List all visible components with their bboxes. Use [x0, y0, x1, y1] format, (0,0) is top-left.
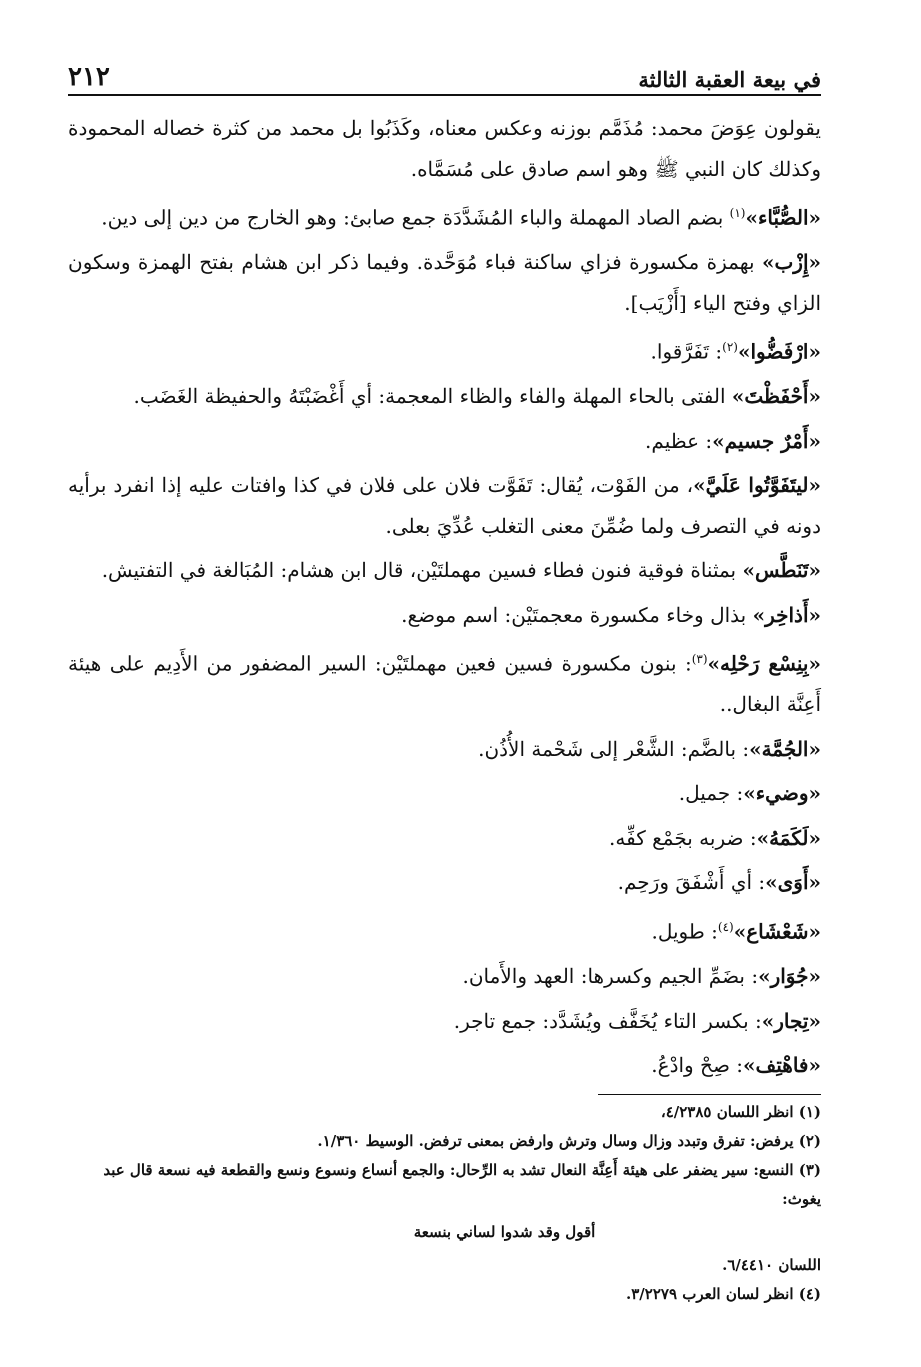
- glossary-entry: [68, 1001, 821, 1042]
- entry-definition: بضم الصاد المهملة والباء المُشَدَّدَة جمع صابئ: وهو الخارج من دين إلى دين.: [101, 205, 730, 230]
- entry-term: «الجُمَّة»: [749, 736, 821, 761]
- entry-definition: : ضربه بجَمْع كفِّه.: [609, 825, 757, 850]
- entry-term: «لَكَمَهُ»: [756, 825, 821, 850]
- footnote-ref: (٢): [722, 340, 738, 355]
- glossary-entry: [68, 773, 821, 814]
- paragraph-intro: يقولون عِوَضَ محمد: مُذَمَّم بوزنه وعكس معناه، وكَذَبُوا بل محمد من كثرة خصاله المحمودة وكذلك كان النبي ﷺ وهو اسم صادق على مُسَمَّاه.: [68, 116, 821, 181]
- entry-definition: الفتى بالحاء المهلة والفاء والظاء المعجمة: أي أَغْضَبْتَهُ والحفيظة الغَضَب.: [133, 384, 732, 409]
- glossary-entry: [68, 907, 821, 952]
- footnote-rule: [598, 1094, 821, 1095]
- entry-term: «أَذاخِر»: [752, 602, 821, 627]
- footnote-3-verse: أقول وقد شدوا لساني بنسعة: [413, 1223, 596, 1241]
- running-title: في بيعة العقبة الثالثة: [638, 67, 821, 92]
- footnotes: [68, 1098, 821, 1309]
- glossary-entry: [68, 550, 821, 591]
- entry-term: «ليتَفَوَّتُوا عَلَيَّ»: [693, 473, 821, 498]
- glossary-entry: [68, 595, 821, 636]
- entry-term: «تَنَطَّس»: [742, 558, 821, 583]
- glossary-entry: [68, 465, 821, 546]
- entry-term: «تِجار»: [761, 1008, 821, 1033]
- glossary-entry: [68, 639, 821, 725]
- page-header: [68, 52, 821, 92]
- entry-definition: : أي أَشْفَقَ ورَحِم.: [617, 870, 766, 895]
- entry-term: «إِزْب»: [761, 250, 821, 275]
- glossary-entry: [68, 376, 821, 417]
- entry-term: «وضيء»: [743, 781, 821, 806]
- glossary-entry: [68, 729, 821, 770]
- entry-definition: : عظيم.: [645, 428, 713, 453]
- footnote-ref: (٤): [717, 919, 734, 934]
- entry-definition: بمثناة فوقية فنون فطاء فسين مهملتَيْن، قال ابن هشام: المُبَالغة في التفتيش.: [101, 558, 743, 583]
- entry-definition: : بنون مكسورة فسين فعين مهملتَيْن: السير المضفور من الأَدِيم على هيئة أَعِنَّة البغال..: [68, 651, 821, 717]
- entry-term: «جُوَار»: [758, 964, 821, 989]
- entry-term: «شَعْشَاع»: [733, 919, 821, 944]
- glossary-entry: [68, 818, 821, 859]
- entry-term: «أَوَى»: [765, 870, 821, 895]
- footnote-3: (٣) النسع: سير يضفر على هيئة أَعِنَّة النعال تشد به الرِّحال: والجمع أنساع ونسوع ونسع والقطعة فيه نسعة قال عبد يغوث:: [103, 1161, 821, 1208]
- glossary-entry: [68, 327, 821, 372]
- entry-definition: : طويل.: [651, 919, 718, 944]
- entry-definition: : بضَمِّ الجيم وكسرها: العهد والأَمان.: [462, 964, 759, 989]
- footnote-4: (٤) انظر لسان العرب ٣/٢٢٧٩.: [626, 1285, 821, 1303]
- glossary-entry: [68, 956, 821, 997]
- footnote-2: (٢) يرفض: تفرق وتبدد وزال وسال وترش وارفض بمعنى ترفض. الوسيط ١/٣٦٠.: [317, 1132, 821, 1150]
- glossary-entry: [68, 421, 821, 462]
- entry-definition: بذال وخاء مكسورة معجمتَيْن: اسم موضع.: [401, 602, 753, 627]
- glossary-entry: [68, 862, 821, 903]
- main-text: [68, 108, 821, 1090]
- entry-definition: : بالضَّم: الشَّعْر إلى شَحْمة الأُذُن.: [478, 736, 750, 761]
- footnote-ref: (١): [729, 206, 746, 220]
- entry-term: «أَمْرٌ جسيم»: [712, 428, 821, 453]
- entry-definition: : تَفَرَّقوا.: [650, 339, 723, 364]
- entry-definition: : بكسر التاء يُخَفَّف ويُشَدَّد: جمع تاجر.: [453, 1008, 762, 1033]
- entry-definition: بهمزة مكسورة فزاي ساكنة فباء مُوَحَّدة. وفيما ذكر ابن هشام بفتح الهمزة وسكون الزاي وفتح الياء [أَزْيَب].: [68, 250, 821, 315]
- glossary-entry: [68, 1045, 821, 1086]
- glossary-entry: [68, 193, 821, 238]
- entry-term: «الصُّبَّاء»: [745, 205, 821, 230]
- entry-definition: ، من الفَوْت، يُقال: تَفَوَّت فلان على فلان في كذا وافتات عليه إذا انفرد برأيه دونه في التصرف ولما ضُمِّنَ معنى التغلب عُدِّيَ بعلى.: [68, 473, 821, 538]
- page-number: ٢١٢: [68, 62, 110, 92]
- entry-term: «بِنِسْع رَحْلِه»: [707, 651, 821, 676]
- footnote-ref: (٣): [691, 652, 708, 667]
- entry-term: «أَحْفَظْتَ»: [731, 384, 821, 409]
- entry-term: «ارْفَضُّوا»: [737, 339, 821, 364]
- entry-definition: : جميل.: [678, 781, 744, 806]
- glossary-entry: [68, 242, 821, 323]
- header-rule: [68, 94, 821, 96]
- entry-term: «فاهْتِف»: [743, 1053, 821, 1078]
- footnote-1: (١) انظر اللسان ٤/٢٣٨٥،: [660, 1103, 821, 1121]
- footnote-3-reference: اللسان ٦/٤٤١٠.: [722, 1256, 821, 1274]
- entry-definition: : صِحْ وادْعُ.: [651, 1053, 744, 1078]
